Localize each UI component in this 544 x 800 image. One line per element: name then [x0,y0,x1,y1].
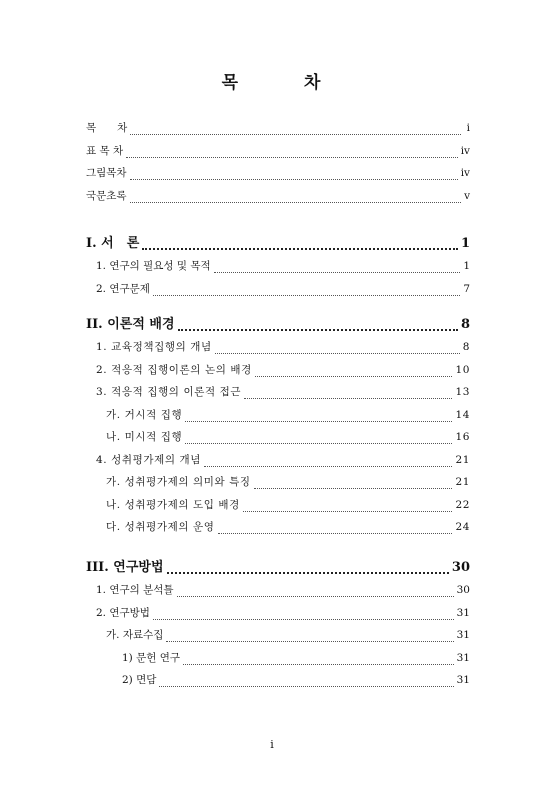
toc-entry-label: 가. 자료수집 [106,629,164,641]
chapter-3-section [86,556,470,695]
toc-entry-page: 7 [463,282,470,295]
dot-leader [243,510,453,512]
page-title-part2: 차 [304,73,323,93]
toc-entry-page: 21 [455,453,470,466]
toc-entry-label: 나. 미시적 집행 [106,431,183,443]
dot-leader [183,663,454,665]
page-title-part1: 목 [221,73,240,93]
toc-entry[interactable] [86,605,470,628]
toc-entry[interactable] [86,627,470,650]
toc-entry-label: 목 차 [86,122,128,134]
toc-entry[interactable] [86,384,470,407]
toc-entry-page: 24 [455,521,470,533]
toc-entry[interactable] [86,258,470,281]
toc-chapter-2[interactable] [86,313,470,339]
dot-leader [153,618,454,620]
dot-leader [142,247,458,250]
toc-entry-label: 1) 문헌 연구 [122,651,181,664]
dot-leader [153,294,460,296]
dot-leader [167,571,449,574]
toc-entry-page: 31 [456,606,470,619]
dot-leader [185,442,452,444]
toc-entry-page: 10 [455,363,470,376]
toc-entry-label: 3. 적응적 집행의 이론적 접근 [96,386,242,398]
toc-entry-contents[interactable] [86,120,470,143]
dot-leader [214,271,461,273]
toc-entry-page: 14 [455,408,470,421]
toc-entry[interactable] [86,519,470,542]
toc-entry[interactable] [86,429,470,452]
toc-entry-page: 21 [455,476,470,488]
toc-entry-label: 가. 거시적 집행 [106,408,183,421]
chapter-title: II. 이론적 배경 [86,317,175,332]
toc-entry-page: 22 [455,498,470,511]
toc-entry-label: 나. 성취평가제의 도입 배경 [106,498,240,511]
dot-leader [126,156,458,158]
dot-leader [254,487,453,489]
chapter-page: 30 [451,560,470,575]
toc-chapter-3[interactable] [86,556,470,582]
toc-entry-page: 13 [455,386,470,398]
toc-entry-page: 31 [456,629,470,641]
dot-leader [177,595,454,597]
toc-entry[interactable] [86,407,470,430]
page-title [0,68,544,93]
toc-entry-label: 그림목차 [86,167,127,179]
toc-entry-page: i [466,122,470,134]
dot-leader [218,532,453,534]
dot-leader [130,133,461,135]
toc-entry-label: 1. 연구의 분석틀 [96,584,174,596]
dot-leader [185,420,452,422]
chapter-title: III. 연구방법 [86,560,164,575]
dot-leader [166,640,453,642]
toc-entry[interactable] [86,672,470,695]
chapter-page: 8 [460,317,470,332]
toc-entry[interactable] [86,452,470,475]
toc-entry-page: iv [460,144,470,157]
toc-entry-tables[interactable] [86,143,470,166]
toc-entry[interactable] [86,582,470,605]
toc-entry-page: 1 [463,260,470,272]
toc-entry-label: 가. 성취평가제의 의미와 특징 [106,476,251,488]
toc-entry-page: 31 [456,674,470,686]
toc-entry[interactable] [86,362,470,385]
toc-entry[interactable] [86,339,470,362]
toc-entry-page: 16 [455,431,470,443]
chapter-2-section [86,313,470,542]
toc-entry-page: 8 [462,341,470,353]
dot-leader [215,352,460,354]
toc-entry-label: 4. 성취평가제의 개념 [96,453,202,466]
toc-entry-label: 2. 연구문제 [96,282,150,295]
toc-entry[interactable] [86,281,470,304]
toc-entry-label: 다. 성취평가제의 운영 [106,521,215,533]
toc-entry-label: 2. 연구방법 [96,606,150,619]
toc-entry-label: 국문초록 [86,189,127,202]
toc-entry-page: 30 [456,584,470,596]
chapter-page: 1 [460,236,470,251]
toc-entry-page: 31 [456,651,470,664]
front-matter-list [86,120,470,210]
dot-leader [130,178,458,180]
toc-chapter-1[interactable] [86,232,470,258]
toc-entry[interactable] [86,650,470,673]
toc-entry-abstract[interactable] [86,188,470,211]
toc-entry-label: 2. 적응적 집행이론의 논의 배경 [96,363,252,376]
toc-entry-label: 표 목 차 [86,144,124,157]
toc-entry[interactable] [86,474,470,497]
dot-leader [159,685,453,687]
dot-leader [204,465,452,467]
dot-leader [178,328,458,331]
toc-entry-page: iv [460,167,470,179]
page-number: i [270,738,274,751]
chapter-1-section [86,232,470,303]
toc-entry-figures[interactable] [86,165,470,188]
chapter-title: I. 서 론 [86,236,140,251]
toc-entry[interactable] [86,497,470,520]
toc-entry-label: 1. 교육정책집행의 개념 [96,341,212,353]
dot-leader [244,397,452,399]
dot-leader [255,375,453,377]
toc-entry-label: 1. 연구의 필요성 및 목적 [96,260,211,272]
dot-leader [130,201,461,203]
toc-entry-label: 2) 면담 [122,674,157,686]
toc-entry-page: v [464,189,470,202]
